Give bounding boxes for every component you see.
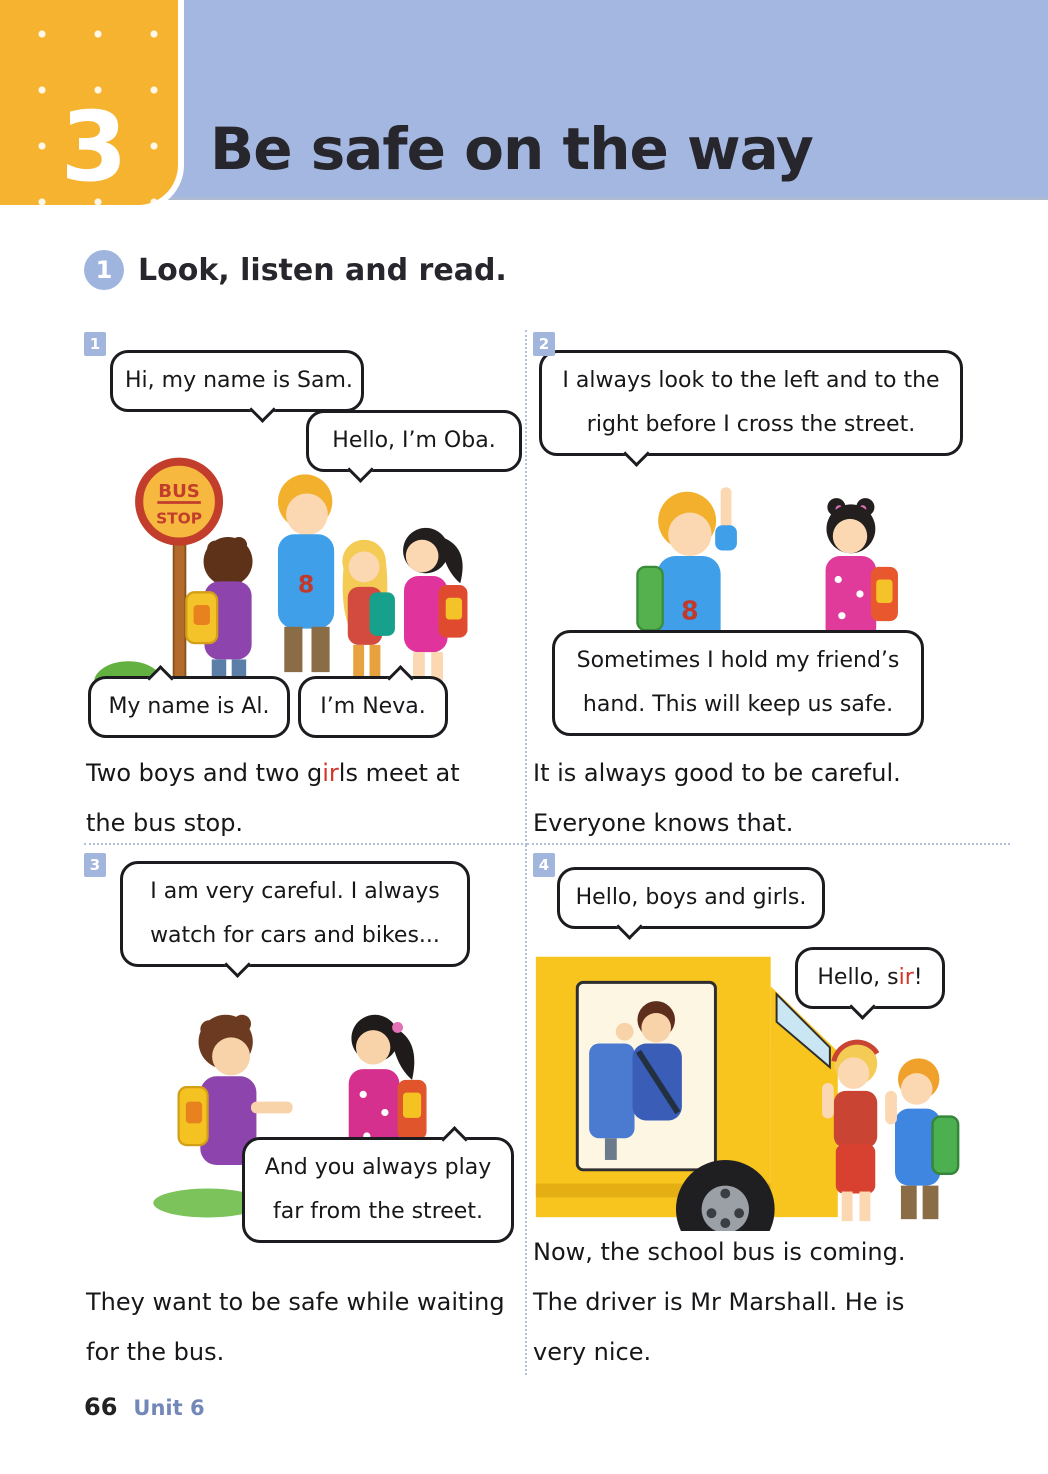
speech-bubble-al: My name is Al. <box>88 676 290 738</box>
panel-number-badge: 4 <box>533 853 555 877</box>
unit-reference: Unit 6 <box>133 1396 205 1420</box>
activity-title: Look, listen and read. <box>138 252 507 288</box>
sign-text-bus: BUS <box>158 481 200 503</box>
kid-al <box>186 537 252 696</box>
kid-boy <box>885 1058 958 1219</box>
panel-3 <box>84 845 527 1375</box>
sign-text-stop: STOP <box>156 509 203 528</box>
activity-header <box>84 250 507 290</box>
jersey-number: 8 <box>681 595 699 626</box>
unit-number: 3 <box>60 91 128 203</box>
panel-caption: It is always good to be careful. Everyone knows that. <box>533 759 901 837</box>
speech-bubble-sam: Hi, my name is Sam. <box>110 350 364 412</box>
panel-number-badge: 2 <box>533 332 555 356</box>
speech-bubble-kids: Hello, sir! <box>795 947 945 1009</box>
speech-bubble-careful: I am very careful. I always watch for cars and bikes... <box>120 861 470 967</box>
unit-number-tab <box>0 0 184 211</box>
activity-number-badge: 1 <box>84 250 124 290</box>
page-footer <box>84 1393 205 1421</box>
jersey-number: 8 <box>297 570 315 599</box>
speech-bubble-play-far: And you always play far from the street. <box>242 1137 514 1243</box>
speech-bubble-look-left-right: I always look to the left and to the right before I cross the street. <box>539 350 963 456</box>
panel-caption: They want to be safe while waiting for the bus. <box>86 1288 505 1366</box>
comic-grid <box>84 330 1010 1375</box>
page-number: 66 <box>84 1393 118 1421</box>
unit-banner <box>115 0 1048 200</box>
panel-2 <box>527 330 1010 845</box>
panel-caption: Now, the school bus is coming. The driver is Mr Marshall. He is very nice. <box>533 1238 906 1366</box>
kid-oba <box>403 528 467 690</box>
speech-bubble-driver: Hello, boys and girls. <box>557 867 825 929</box>
kid-neva <box>342 540 395 681</box>
kid-sam <box>278 474 334 672</box>
bus-stop-sign <box>139 462 219 692</box>
school-bus <box>536 957 838 1231</box>
speech-bubble-oba: Hello, I’m Oba. <box>306 410 522 472</box>
panel-4 <box>527 845 1010 1375</box>
panel-caption: Two boys and two girls meet at the bus stop. <box>86 759 460 837</box>
unit-title: Be safe on the way <box>210 115 813 183</box>
panel-number-badge: 1 <box>84 332 106 356</box>
speech-bubble-hold-hand: Sometimes I hold my friend’s hand. This will keep us safe. <box>552 630 924 736</box>
panel-number-badge: 3 <box>84 853 106 877</box>
speech-bubble-neva: I’m Neva. <box>298 676 448 738</box>
panel-1 <box>84 330 527 845</box>
